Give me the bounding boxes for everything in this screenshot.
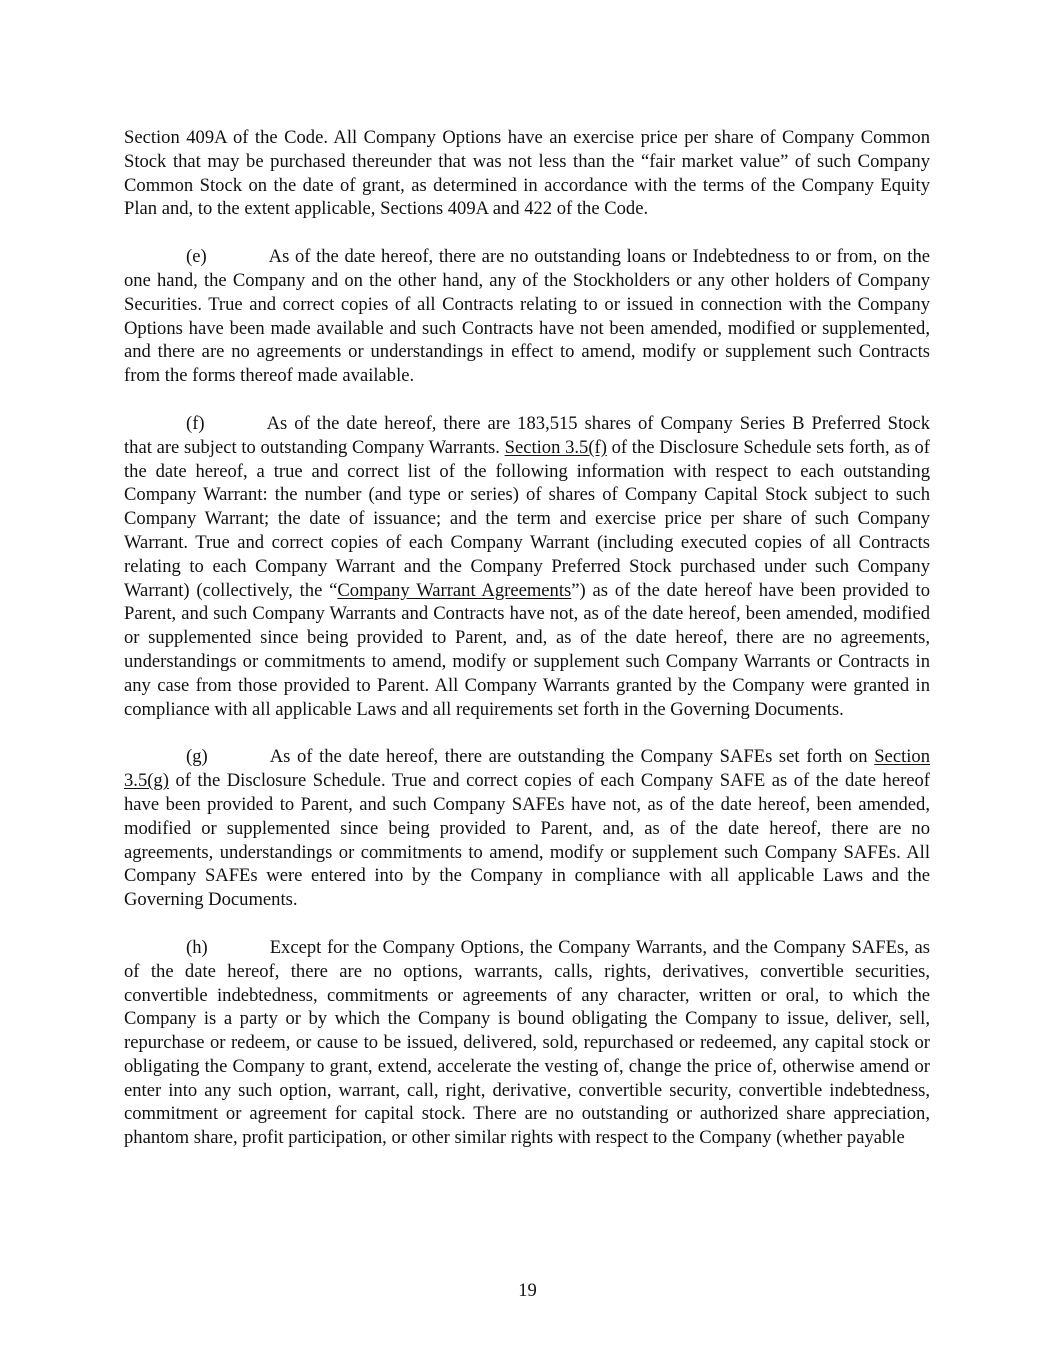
paragraph-h [124,936,930,1150]
page-number: 19 [518,1280,537,1301]
paragraph-g [124,745,930,912]
paragraph-f [124,412,930,721]
paragraph-e-text: As of the date hereof, there are no outstanding loans or Indebtedness to or from, on the one hand, the Company and on the other hand, any of the Stockholders or any other holders of Company Securities. True and correct copies of all Contracts relating to or issued in connection with the Company Options have been made available and such Contracts have not been amended, modified or supplemented, and there are no agreements or understandings in effect to amend, modify or supplement such Contracts from the forms thereof made available. [124,246,930,387]
paragraph-g-text-1: As of the date hereof, there are outstanding the Company SAFEs set forth on [269,746,875,768]
paragraph-h-text: Except for the Company Options, the Company Warrants, and the Company SAFEs, as of the date hereof, there are no options, warrants, calls, rights, derivatives, convertible securities, convertible indebtedness, commitments or agreements of any character, written or oral, to which the Company is a party or by which the Company is bound obligating the Company to issue, deliver, sell, repurchase or redeem, or cause to be issued, delivered, sold, repurchased or redeemed, any capital stock or obligating the Company to grant, extend, accelerate the vesting of, change the price of, otherwise amend or enter into any such option, warrant, call, right, derivative, convertible security, convertible indebtedness, commitment or agreement for capital stock. There are no outstanding or authorized share appreciation, phantom share, profit participation, or other similar rights with respect to the Company (whether payable [124,936,930,1149]
paragraph-f-marker: (f) [186,412,205,434]
paragraph-intro-text: Section 409A of the Code. All Company Options have an exercise price per share of Company Common Stock that may be purchased thereunder that was not less than the “fair market value” of such Company Common Stock on the date of grant, as determined in accordance with the terms of the Company Equity Plan and, to the extent applicable, Sections 409A and 422 of the Code. [124,127,930,220]
paragraph-g-text-2: of the Disclosure Schedule. True and correct copies of each Company SAFE as of the date hereof have been provided to Parent, and such Company SAFEs have not, as of the date hereof, been amended, modified or supplemented since being provided to Parent, and, as of the date hereof, there are no agreements, understandings or commitments to amend, modify or supplement such Company SAFEs. All Company SAFEs were entered into by the Company in compliance with all applicable Laws and the Governing Documents. [124,770,930,911]
paragraph-f-text-2: of the Disclosure Schedule sets forth, as of the date hereof, a true and correct list of the following information with respect to each outstanding Company Warrant: the number (and type or series) of shares of Company Capital Stock subject to such Company Warrant; the date of issuance; and the term and exercise price per share of such Company Warrant. True and correct copies of each Company Warrant (including executed copies of all Contracts relating to each Company Warrant and the Company Preferred Stock purchased under such Company Warrant) (collectively, the “ [124,436,930,601]
defined-term-company-warrant-agreements: Company Warrant Agreements [337,579,572,601]
paragraph-f-text-1: As of the date hereof, there are 183,515 shares of Company Series B Preferred Stock that are subject to outstanding Company Warrants. [124,412,930,458]
section-3-5-f-reference: Section 3.5(f) [504,436,607,458]
paragraph-g-marker: (g) [186,746,208,768]
paragraph-e [124,245,930,388]
paragraph-h-marker: (h) [186,936,208,958]
paragraph-intro [124,126,930,221]
document-page [124,126,930,1174]
paragraph-f-text-3: ”) as of the date hereof have been provided to Parent, and such Company Warrants and Contracts have not, as of the date hereof, been amended, modified or supplemented since being provided to Parent, and, as of the date hereof, there are no agreements, understandings or commitments to amend, modify or supplement such Company Warrants or Contracts in any case from those provided to Parent. All Company Warrants granted by the Company were granted in compliance with all applicable Laws and all requirements set forth in the Governing Documents. [124,579,930,720]
section-3-5-g-reference: Section 3.5(g) [124,746,930,792]
paragraph-e-marker: (e) [186,246,207,268]
